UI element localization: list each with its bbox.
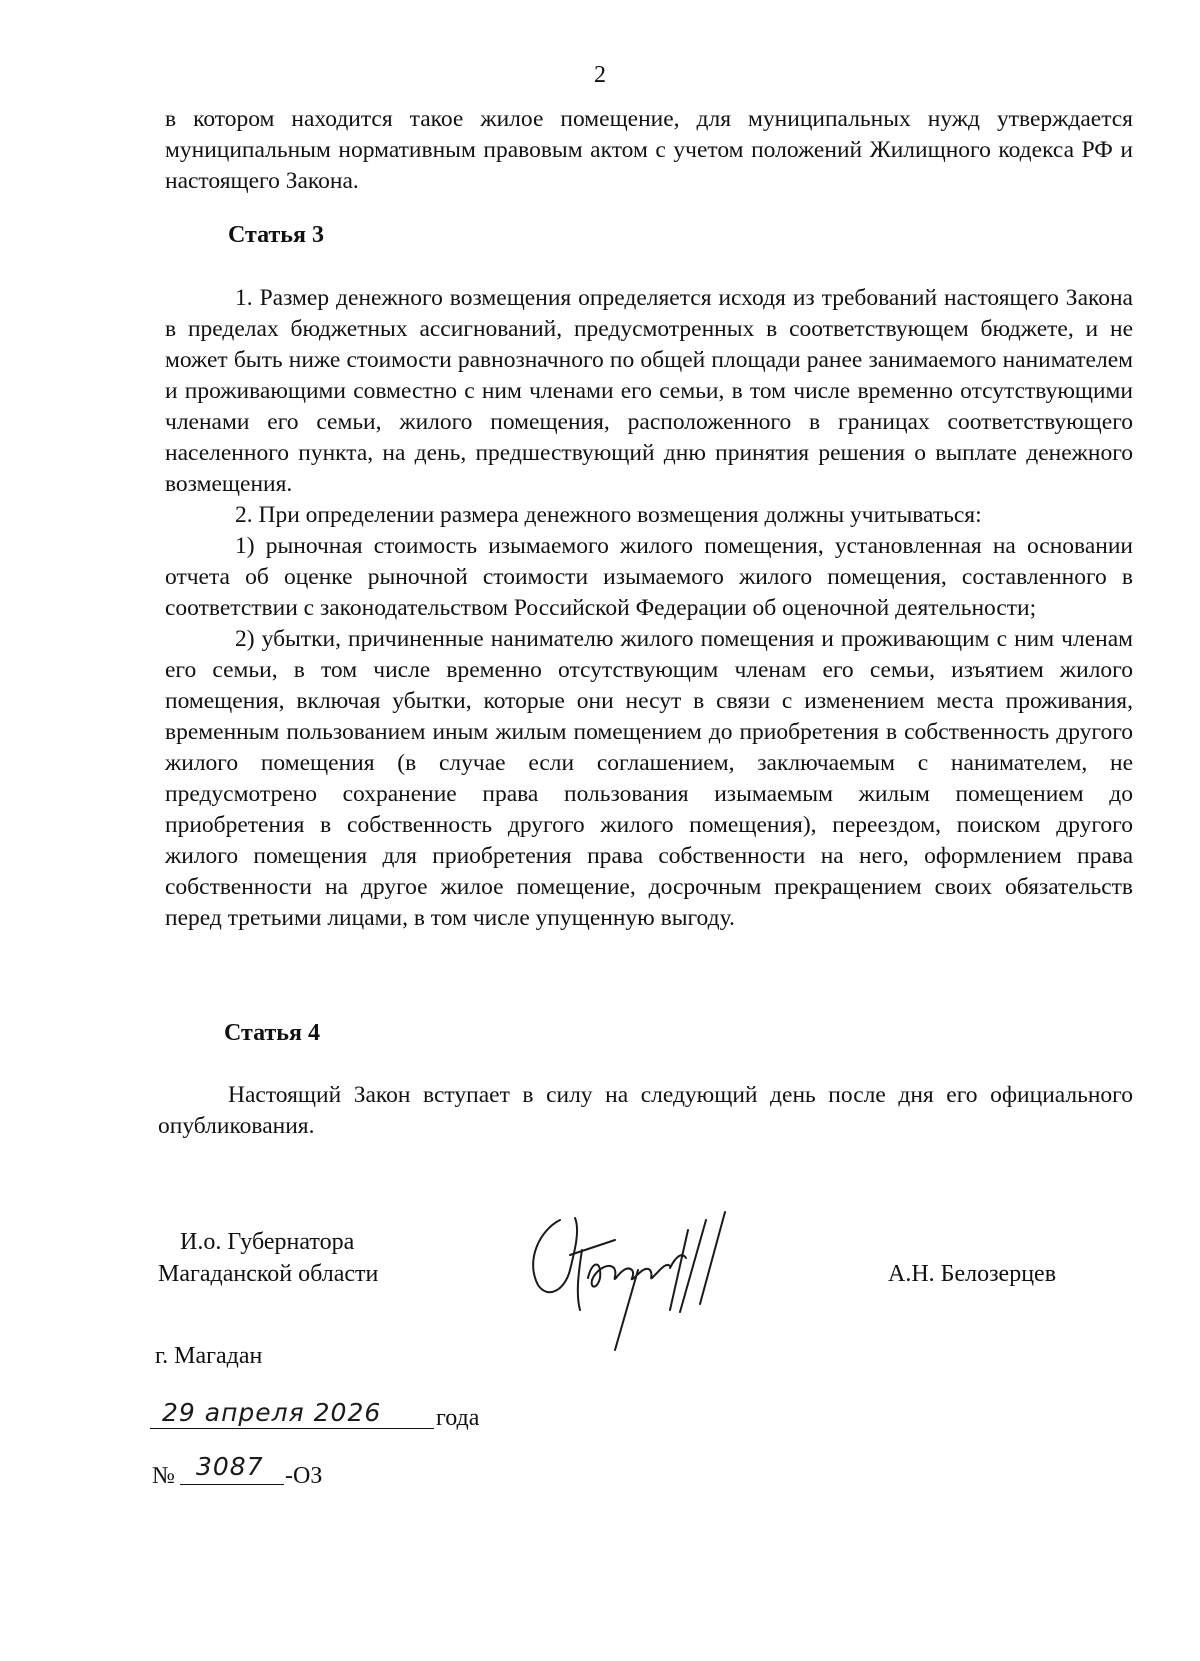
article-4-title: Статья 4: [224, 1020, 320, 1046]
article-3-title: Статья 3: [228, 222, 324, 248]
article-3-paragraph-2: 2. При определении размера денежного возмещения должны учитываться:: [235, 502, 982, 528]
signatory-name: А.Н. Белозерцев: [888, 1261, 1057, 1287]
number-prefix: №: [152, 1463, 175, 1489]
handwritten-signature: [520, 1200, 760, 1370]
place-of-signing: г. Магадан: [155, 1343, 263, 1369]
handwritten-date: 29 апреля 2026: [162, 1398, 382, 1427]
page-number: 2: [594, 62, 606, 88]
handwritten-number: 3087: [196, 1452, 264, 1481]
intro-paragraph: [165, 104, 1133, 197]
article-3-item-1: 1) рыночная стоимость изымаемого жилого помещения, установленная на основании отчета об оценке рыночной стоимости изымаемого жилого помещения, составленного в соответствии с законодательством Российской Федерации об оценочной деятельности;: [165, 533, 1133, 621]
number-underline: [180, 1484, 284, 1485]
article-4-paragraph-1: Настоящий Закон вступает в силу на следующий день после дня его официального опубликования.: [158, 1082, 1133, 1139]
article-3-body: [165, 283, 1133, 934]
article-4-body: [158, 1080, 1133, 1142]
intro-text: в котором находится такое жилое помещение, для муниципальных нужд утверждается муниципальным нормативным правовым актом с учетом положений Жилищного кодекса РФ и настоящего Закона.: [165, 106, 1133, 194]
signatory-position-line-2: Магаданской области: [158, 1261, 379, 1287]
date-suffix: года: [436, 1405, 480, 1431]
article-3-paragraph-1: 1. Размер денежного возмещения определяется исходя из требований настоящего Закона в пределах бюджетных ассигнований, предусмотренных в соответствующем бюджете, и не может быть ниже стоимости равнозначного по общей площади ранее занимаемого нанимателем и проживающими совместно с ним членами его семьи, в том числе временно отсутствующими членами его семьи, жилого помещения, расположенного в границах соответствующего населенного пункта, на день, предшествующий дню принятия решения о выплате денежного возмещения.: [165, 285, 1133, 497]
number-suffix: -ОЗ: [285, 1463, 323, 1489]
date-underline: [150, 1428, 434, 1429]
signatory-position-line-1: И.о. Губернатора: [180, 1229, 355, 1255]
article-3-item-2: 2) убытки, причиненные нанимателю жилого помещения и проживающим с ним членам его семьи, в том числе временно отсутствующим членам его семьи, изъятием жилого помещения, включая убытки, которые они несут в связи с изменением места проживания, временным пользованием иным жилым помещением до приобретения в собственность другого жилого помещения (в случае если соглашением, заключаемым с нанимателем, не предусмотрено сохранение права пользования изымаемым жилым помещением до приобретения в собственность другого жилого помещения), переездом, поиском другого жилого помещения для приобретения права собственности на него, оформлением права собственности на другое жилое помещение, досрочным прекращением своих обязательств перед третьими лицами, в том числе упущенную выгоду.: [165, 626, 1133, 931]
